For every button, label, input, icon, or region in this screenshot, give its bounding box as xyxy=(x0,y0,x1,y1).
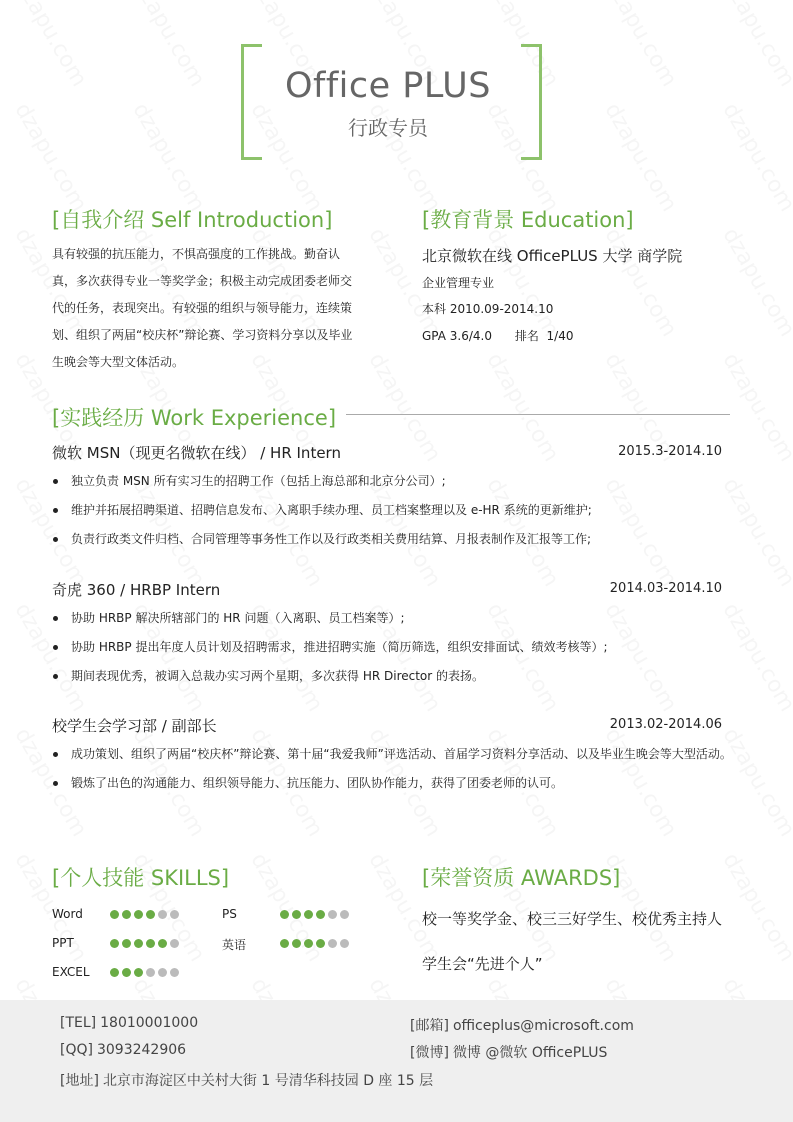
bullet-item: 成功策划、组织了两届“校庆杯”辩论赛、第十届“我爱我师”评选活动、首届学习资料分享活动、以及毕业生晚会等大型活动。 xyxy=(52,740,732,769)
skill-rating xyxy=(280,910,349,919)
watermark-text xyxy=(717,99,793,216)
job-title: 微软 MSN（现更名微软在线） / HR Intern xyxy=(52,444,341,462)
job-date: 2013.02-2014.06 xyxy=(609,717,722,732)
job-bullets xyxy=(52,604,732,691)
bullet-item: 协助 HRBP 提出年度人员计划及招聘需求，推进招聘实施（简历筛选，组织安排面试、绩效考核等）; xyxy=(52,633,732,662)
watermark-text xyxy=(717,349,793,466)
weibo-value: 微博 @微软 OfficePLUS xyxy=(452,1045,608,1061)
rating-dot-empty xyxy=(340,910,349,919)
skill-rating xyxy=(280,939,349,948)
rating-dot-empty xyxy=(170,939,179,948)
bullet-item: 锻炼了出色的沟通能力、组织领导能力、抗压能力、团队协作能力，获得了团委老师的认可。 xyxy=(52,769,732,798)
skills-heading: [个人技能 SKILLS] xyxy=(52,866,230,890)
qq-value: 3093242906 xyxy=(96,1042,187,1058)
contact-email xyxy=(410,1015,634,1035)
rating-dot-filled xyxy=(158,939,167,948)
experience-divider xyxy=(346,414,730,415)
watermark-text xyxy=(599,224,681,341)
contact-address xyxy=(60,1070,433,1090)
rating-dot-filled xyxy=(292,910,301,919)
watermark-text xyxy=(245,849,327,966)
skill-name: EXCEL xyxy=(52,965,90,979)
rating-dot-filled xyxy=(122,910,131,919)
rating-dot-filled xyxy=(280,910,289,919)
job-bullets xyxy=(52,740,732,798)
skill-name: PPT xyxy=(52,936,74,950)
weibo-label: [微博] xyxy=(410,1045,449,1061)
rating-dot-empty xyxy=(170,910,179,919)
watermark-text xyxy=(599,0,681,91)
bullet-item: 期间表现优秀，被调入总裁办实习两个星期，多次获得 HR Director 的表扬。 xyxy=(52,662,732,691)
tel-value: 18010001000 xyxy=(100,1015,199,1031)
job-date: 2015.3-2014.10 xyxy=(618,444,722,459)
rating-dot-filled xyxy=(146,939,155,948)
candidate-name: Office PLUS xyxy=(284,66,491,106)
address-value: 北京市海淀区中关村大街 1 号清华科技园 D 座 15 层 xyxy=(102,1073,434,1089)
qq-label: [QQ] xyxy=(60,1042,93,1058)
award-item: 校一等奖学金、校三三好学生、校优秀主持人 xyxy=(422,910,723,928)
rating-dot-empty xyxy=(158,968,167,977)
address-label: [地址] xyxy=(60,1073,99,1089)
watermark-text xyxy=(363,349,445,466)
rating-dot-filled xyxy=(304,939,313,948)
job-bullets xyxy=(52,467,732,554)
rating-dot-empty xyxy=(158,910,167,919)
rating-dot-filled xyxy=(134,939,143,948)
rating-dot-empty xyxy=(170,968,179,977)
education-heading: [教育背景 Education] xyxy=(422,208,634,232)
header-bracket-right xyxy=(521,44,542,160)
job-date: 2014.03-2014.10 xyxy=(609,581,722,596)
education-gpa: GPA 3.6/4.0 排名 1/40 xyxy=(422,329,574,343)
intro-text: 具有较强的抗压能力，不惧高强度的工作挑战。勤奋认真，多次获得专业一等奖学金；积极主动完成团委老师交代的任务，表现突出。有较强的组织与领导能力，连续策划、组织了两届“校庆杯”辩论赛、学习资料分享以及毕业生晚会等大型文体活动。 xyxy=(52,247,353,369)
skill-rating xyxy=(110,910,179,919)
job-title: 校学生会学习部 / 副部长 xyxy=(52,717,217,735)
awards-heading: [荣誉资质 AWARDS] xyxy=(422,866,621,890)
header-bracket-left xyxy=(241,44,262,160)
bullet-item: 维护并拓展招聘渠道、招聘信息发布、入离职手续办理、员工档案整理以及 e-HR 系统的更新维护; xyxy=(52,496,732,525)
rating-dot-filled xyxy=(280,939,289,948)
rating-dot-empty xyxy=(146,968,155,977)
watermark-text xyxy=(717,849,793,966)
rating-dot-filled xyxy=(292,939,301,948)
rating-dot-filled xyxy=(110,910,119,919)
tel-label: [TEL] xyxy=(60,1015,97,1031)
bullet-item: 协助 HRBP 解决所辖部门的 HR 问题（入离职、员工档案等）; xyxy=(52,604,732,633)
education-degree: 本科 2010.09-2014.10 xyxy=(422,302,554,316)
rating-dot-filled xyxy=(110,939,119,948)
watermark-text xyxy=(717,224,793,341)
rating-dot-filled xyxy=(304,910,313,919)
rating-dot-filled xyxy=(122,968,131,977)
experience-heading: [实践经历 Work Experience] xyxy=(52,406,337,430)
rating-dot-filled xyxy=(122,939,131,948)
skill-rating xyxy=(110,968,179,977)
watermark-text xyxy=(599,99,681,216)
rating-dot-empty xyxy=(340,939,349,948)
email-value: officeplus@microsoft.com xyxy=(452,1018,634,1034)
rating-dot-filled xyxy=(316,910,325,919)
watermark-text xyxy=(127,99,209,216)
rating-dot-empty xyxy=(328,910,337,919)
contact-weibo xyxy=(410,1042,607,1062)
rating-dot-filled xyxy=(316,939,325,948)
contact-footer xyxy=(0,1000,793,1122)
education-school: 北京微软在线 OfficePLUS 大学 商学院 xyxy=(422,247,683,265)
watermark-text xyxy=(127,0,209,91)
watermark-text xyxy=(9,99,91,216)
job-role: 行政专员 xyxy=(348,116,428,140)
rating-dot-filled xyxy=(110,968,119,977)
skill-name: PS xyxy=(222,907,237,921)
bullet-item: 独立负责 MSN 所有实习生的招聘工作（包括上海总部和北京分公司）; xyxy=(52,467,732,496)
watermark-text xyxy=(9,0,91,91)
contact-qq xyxy=(60,1042,186,1058)
education-major: 企业管理专业 xyxy=(422,276,495,290)
award-item: 学生会“先进个人” xyxy=(422,955,543,973)
skill-rating xyxy=(110,939,179,948)
watermark-text xyxy=(481,349,563,466)
rating-dot-empty xyxy=(328,939,337,948)
skill-name: 英语 xyxy=(222,938,247,952)
intro-heading: [自我介绍 Self Introduction] xyxy=(52,208,333,232)
email-label: [邮箱] xyxy=(410,1018,449,1034)
rating-dot-filled xyxy=(134,910,143,919)
job-title: 奇虎 360 / HRBP Intern xyxy=(52,581,221,599)
watermark-text xyxy=(717,0,793,91)
contact-tel xyxy=(60,1015,198,1031)
bullet-item: 负责行政类文件归档、合同管理等事务性工作以及行政类相关费用结算、月报表制作及汇报等工作; xyxy=(52,525,732,554)
rating-dot-filled xyxy=(134,968,143,977)
rating-dot-filled xyxy=(146,910,155,919)
skill-name: Word xyxy=(52,907,83,921)
